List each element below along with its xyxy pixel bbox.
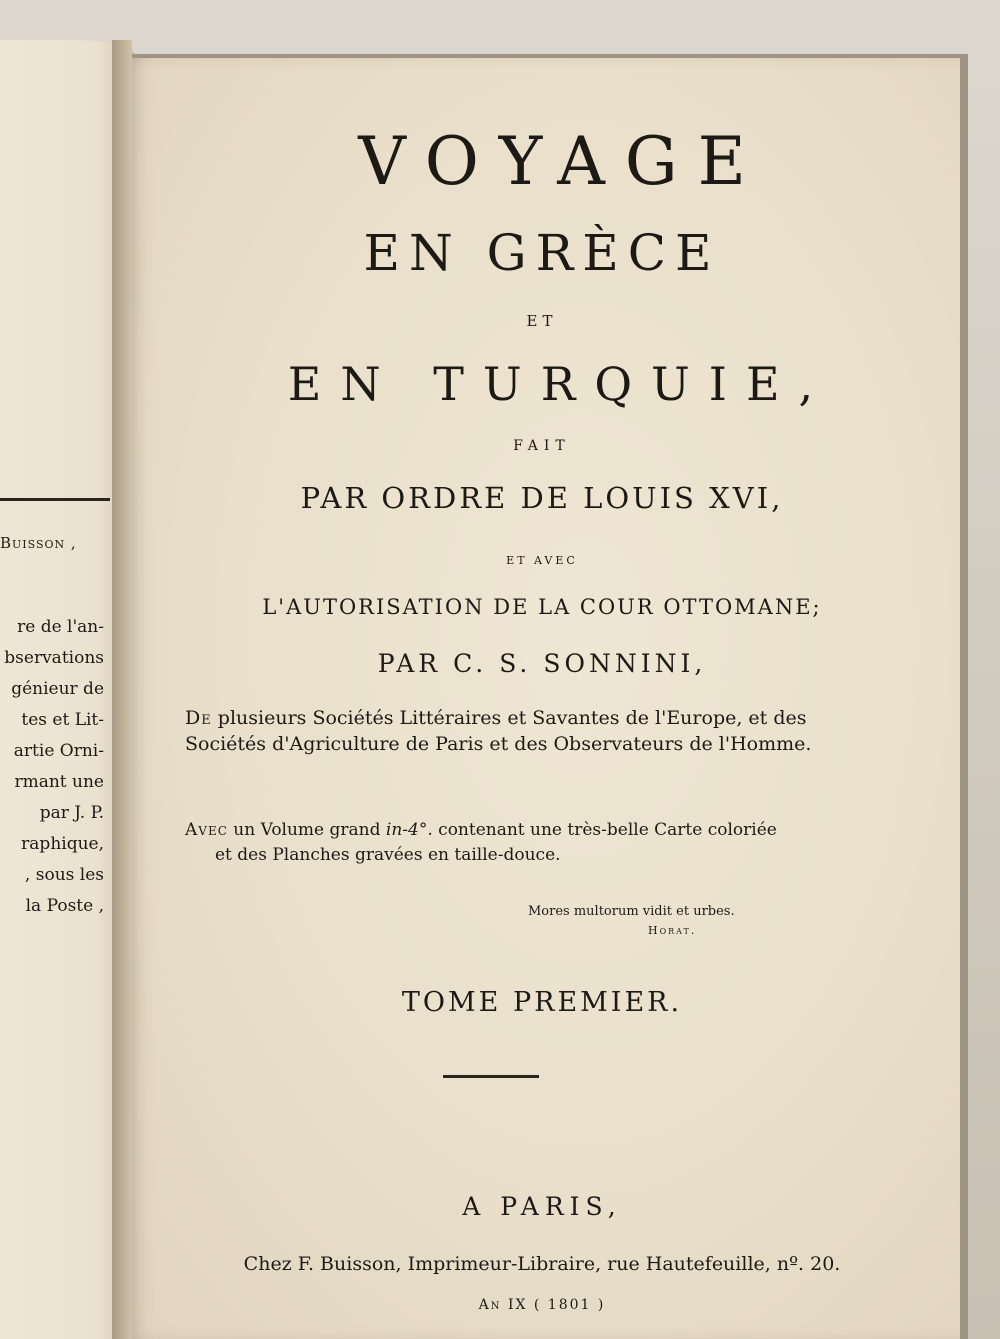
left-page-line: , sous les <box>24 865 104 885</box>
imprint-publisher: Chez F. Buisson, Imprimeur-Libraire, rue Hautefeuille, nº. 20. <box>243 1253 841 1275</box>
title-et-avec: ET AVEC <box>506 554 578 567</box>
title-autorisation: L'AUTORISATION DE LA COUR OTTOMANE; <box>262 595 822 619</box>
volume-label: TOME PREMIER. <box>401 987 683 1018</box>
left-page-line: re de l'an- <box>17 617 104 637</box>
left-page-text <box>0 612 104 922</box>
affiliation-text: plusieurs Sociétés Littéraires et Savantes de l'Europe, et des Sociétés d'Agriculture de Paris et des Observateurs de l'Homme. <box>185 707 812 755</box>
left-page-rule <box>0 498 110 501</box>
atlas-text-3: et des Planches gravées en taille-douce. <box>215 845 561 865</box>
epigraph-quote: Mores multorum vidit et urbes. <box>528 904 735 919</box>
left-page-line: bservations <box>4 648 104 668</box>
ornament-rule <box>443 1075 539 1078</box>
title-et: ET <box>526 312 558 330</box>
atlas-text-1: un Volume grand <box>233 820 381 840</box>
imprint-city: A PARIS, <box>462 1192 622 1221</box>
left-page-line: génieur de <box>11 679 104 699</box>
atlas-note <box>185 818 825 868</box>
author-line: PAR C. S. SONNINI, <box>377 649 707 678</box>
left-page-line: par J. P. <box>39 803 104 823</box>
affiliation-lead: De <box>185 707 212 729</box>
imprint-date: An IX ( 1801 ) <box>478 1297 606 1313</box>
title-en-turquie: EN TURQUIE, <box>287 357 833 411</box>
title-voyage: VOYAGE <box>358 123 766 200</box>
title-fait: FAIT <box>513 438 571 454</box>
left-page-line: raphique, <box>21 834 104 854</box>
author-affiliation <box>185 705 825 757</box>
atlas-text-2: contenant une très-belle Carte coloriée <box>438 820 777 840</box>
title-par-ordre: PAR ORDRE DE LOUIS XVI, <box>300 481 784 515</box>
atlas-lead: Avec <box>185 820 228 840</box>
left-page-heading: Buisson , <box>0 534 77 552</box>
atlas-format: in-4°. <box>385 820 433 840</box>
left-page-line: artie Orni- <box>13 741 104 761</box>
left-page-line: rmant une <box>14 772 104 792</box>
title-en-grece: EN GRÈCE <box>363 224 721 282</box>
left-page-line: la Poste , <box>25 896 104 916</box>
left-page-line: tes et Lit- <box>21 710 104 730</box>
epigraph-source: Horat. <box>648 924 697 937</box>
